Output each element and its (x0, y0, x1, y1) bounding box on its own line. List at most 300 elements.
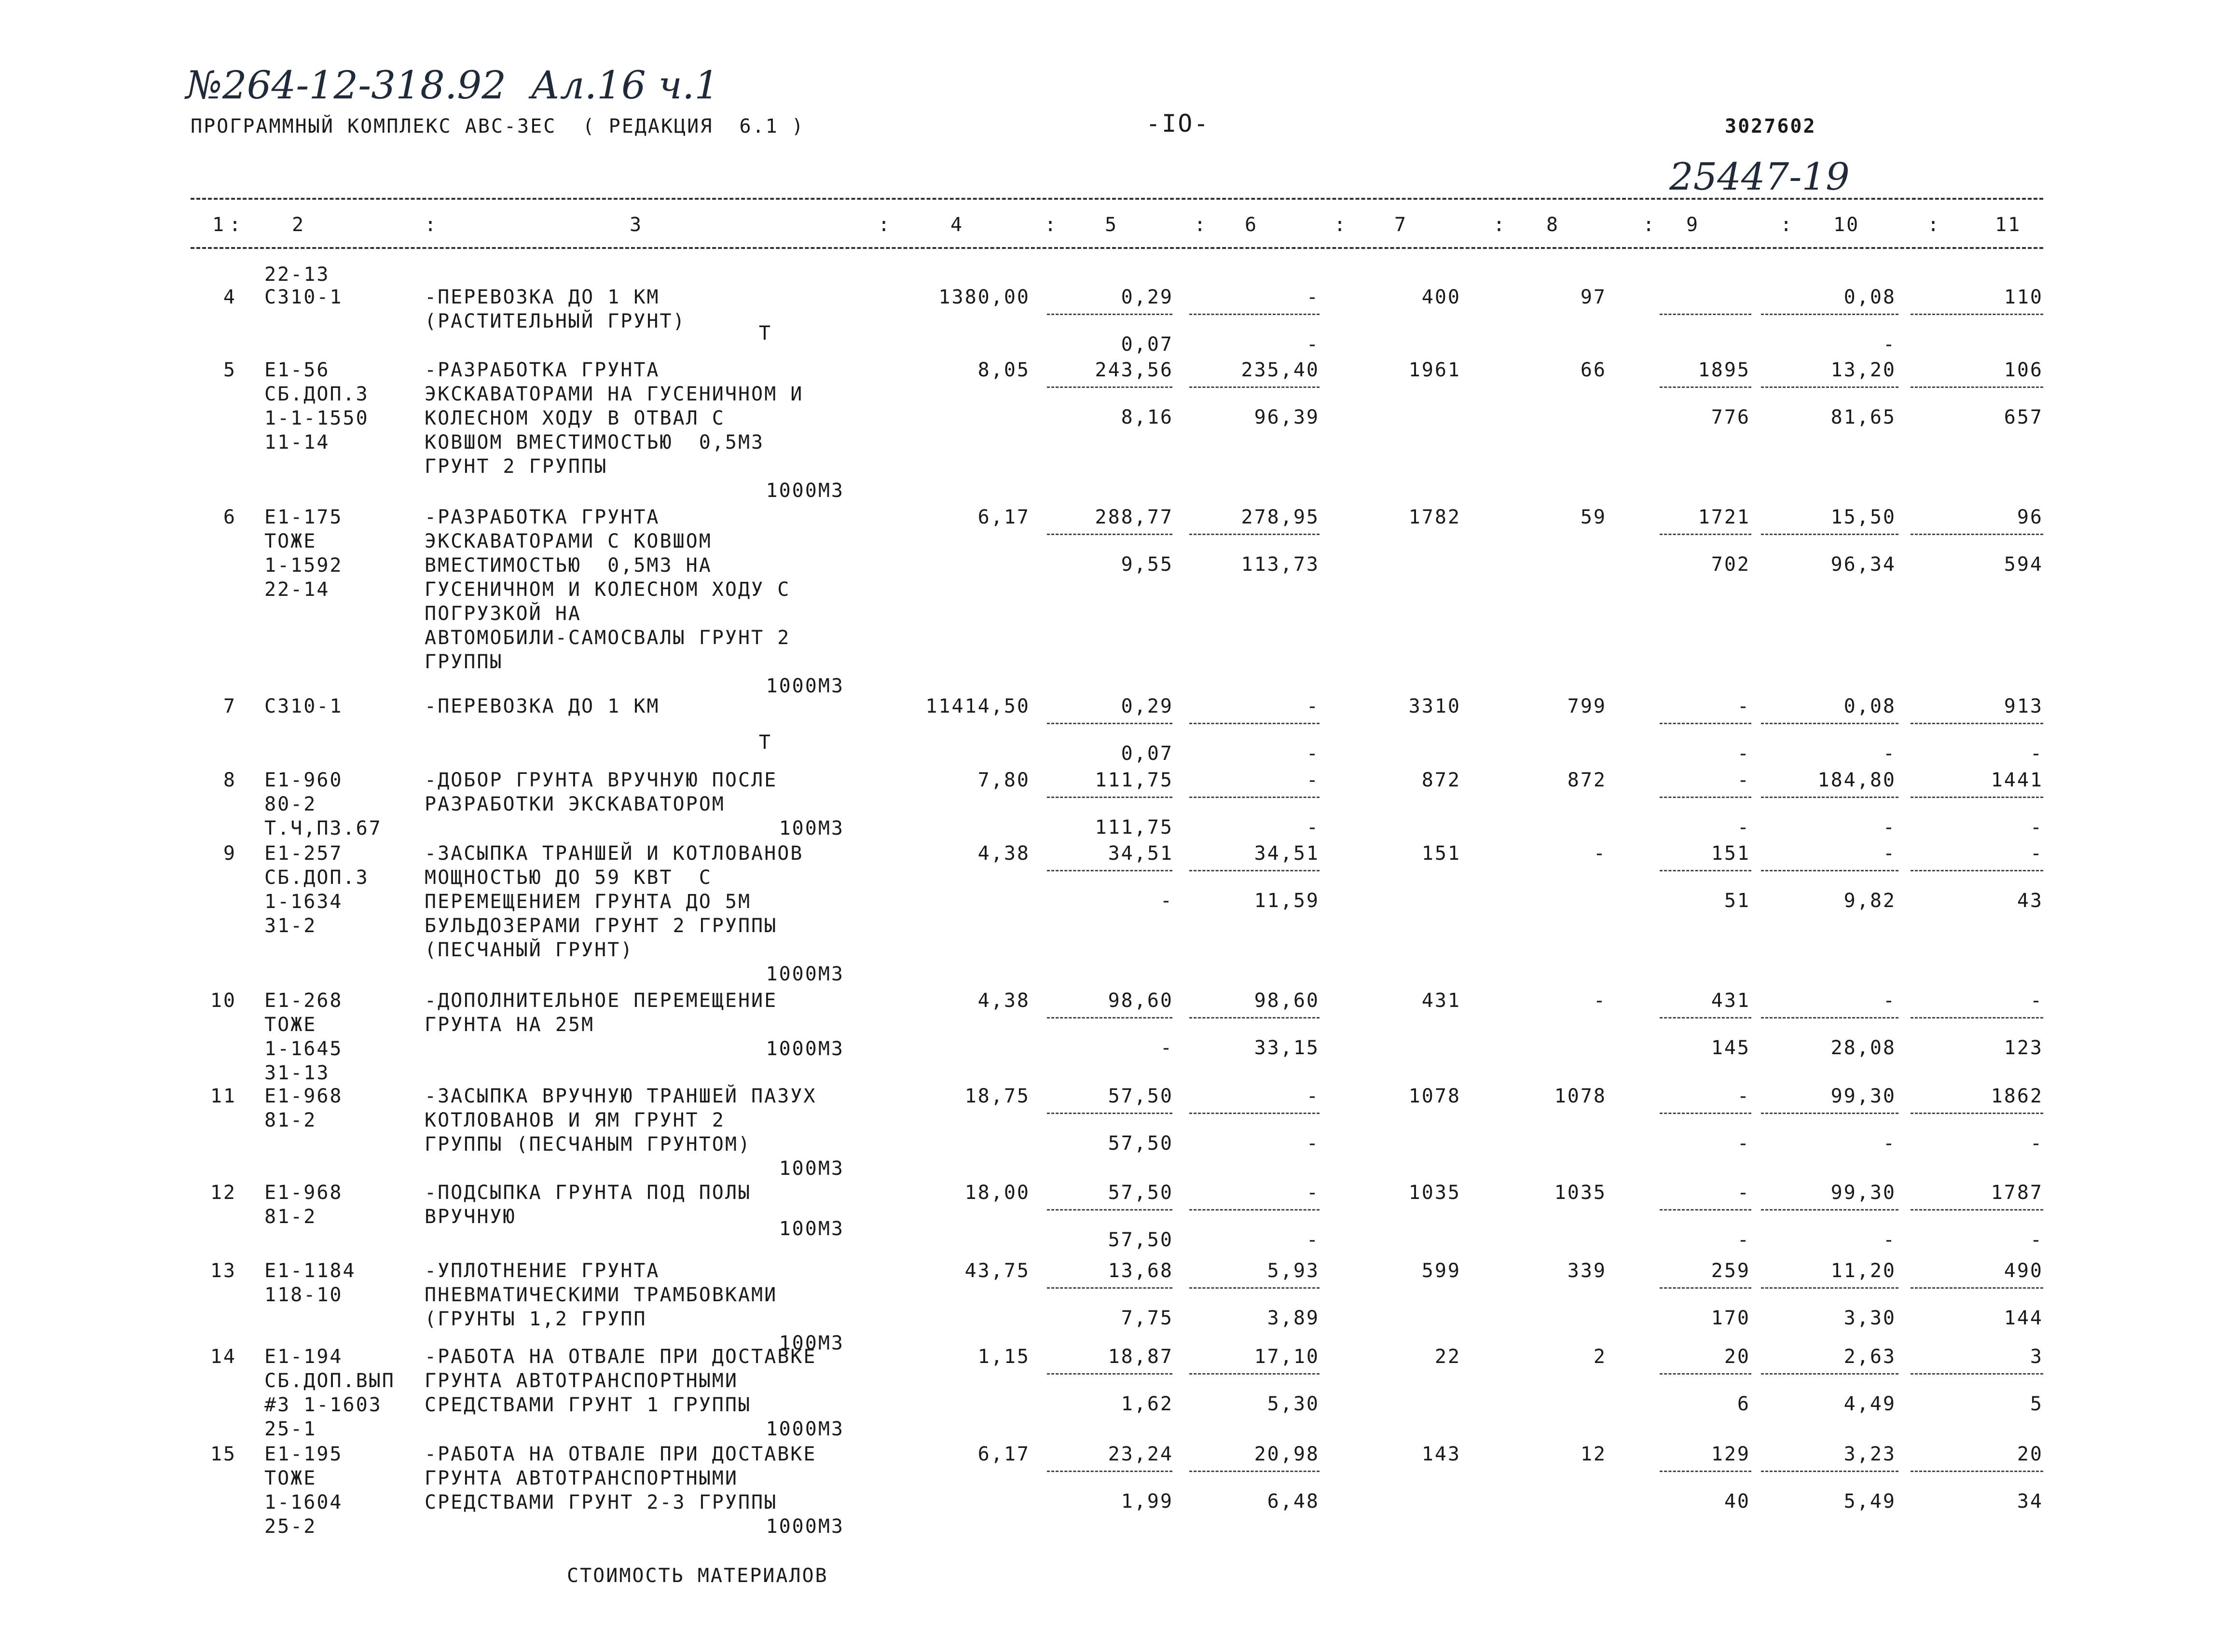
col-6-top: 34,51 (1254, 842, 1320, 865)
col-4: 11414,50 (925, 695, 1030, 717)
col-10-bottom: - (1883, 333, 1896, 356)
col-5-top: 0,29 (1121, 286, 1173, 308)
col-4: 18,00 (964, 1182, 1030, 1204)
col-10-top: - (1883, 842, 1896, 865)
column-separator: : (1780, 214, 1794, 236)
fraction-rule (1911, 1373, 2043, 1375)
norm-code: 22-14 (264, 578, 330, 601)
col-11-bottom: 144 (2004, 1307, 2043, 1329)
norm-code: Е1-195 (264, 1443, 343, 1465)
norm-code: Е1-194 (264, 1346, 343, 1368)
col-8: 66 (1580, 359, 1607, 381)
work-description: -ПЕРЕВОЗКА ДО 1 КМ (425, 286, 660, 308)
column-separator: : (1493, 214, 1507, 236)
carry-code: 22-13 (264, 263, 330, 286)
col-4: 1,15 (977, 1346, 1030, 1368)
fraction-rule (1761, 1373, 1898, 1375)
unit-of-measure: 1000М3 (766, 675, 844, 697)
norm-code: С310-1 (264, 695, 343, 717)
norm-code: 80-2 (264, 793, 317, 815)
col-6-top: - (1306, 1182, 1320, 1204)
fraction-rule (1047, 1471, 1172, 1472)
fraction-rule (1047, 797, 1172, 798)
fraction-rule (1047, 723, 1172, 724)
col-4: 4,38 (977, 990, 1030, 1012)
norm-code: Е1-960 (264, 769, 343, 791)
fraction-rule (1660, 314, 1751, 315)
fraction-rule (1047, 1287, 1172, 1289)
fraction-rule (1911, 314, 2043, 315)
col-9-top: - (1737, 1085, 1750, 1107)
norm-code: 11-14 (264, 431, 330, 454)
work-description: (РАСТИТЕЛЬНЫЙ ГРУНТ) (425, 310, 686, 332)
col-5-bottom: 1,62 (1121, 1393, 1173, 1415)
col-9-top: 431 (1711, 990, 1750, 1012)
col-6-bottom: 3,89 (1267, 1307, 1320, 1329)
col-4: 43,75 (964, 1260, 1030, 1282)
col-8: 339 (1567, 1260, 1607, 1282)
column-header-6: 6 (1245, 214, 1258, 236)
fraction-rule (1047, 1373, 1172, 1375)
norm-code: ТОЖЕ (264, 1467, 317, 1489)
norm-code: 118-10 (264, 1284, 343, 1306)
norm-code: 81-2 (264, 1109, 317, 1131)
norm-code: СБ.ДОП.3 (264, 383, 369, 405)
norm-code: #3 1-1603 (264, 1394, 382, 1416)
col-11-top: 1441 (1991, 769, 2043, 791)
col-5-bottom: 7,75 (1121, 1307, 1173, 1329)
fraction-rule (1761, 1113, 1898, 1114)
col-11-top: - (2030, 842, 2043, 865)
col-6-top: 278,95 (1241, 506, 1320, 528)
col-10-top: 13,20 (1830, 359, 1896, 381)
work-description: -РАБОТА НА ОТВАЛЕ ПРИ ДОСТАВКЕ (425, 1346, 817, 1368)
col-5-top: 111,75 (1095, 769, 1173, 791)
work-description: ГРУНТА АВТОТРАНСПОРТНЫМИ (425, 1370, 738, 1392)
fraction-rule (1047, 1017, 1172, 1019)
col-4: 6,17 (977, 1443, 1030, 1465)
col-11-top: 913 (2004, 695, 2043, 717)
col-7: 1035 (1408, 1182, 1461, 1204)
col-10-bottom: 4,49 (1843, 1393, 1896, 1415)
col-5-bottom: - (1160, 890, 1173, 912)
unit-of-measure: 1000М3 (766, 963, 844, 985)
row-number: 5 (223, 359, 236, 381)
work-description: КОЛЕСНОМ ХОДУ В ОТВАЛ С (425, 407, 725, 429)
col-5-top: 18,87 (1108, 1346, 1173, 1368)
col-10-bottom: 28,08 (1830, 1037, 1896, 1059)
col-5-top: 13,68 (1108, 1260, 1173, 1282)
unit-of-measure: 1000М3 (766, 1418, 844, 1440)
col-10-bottom: 5,49 (1843, 1490, 1896, 1513)
col-9-top: - (1737, 769, 1750, 791)
fraction-rule (1189, 723, 1320, 724)
fraction-rule (1761, 1209, 1898, 1211)
col-8: 1035 (1554, 1182, 1607, 1204)
fraction-rule (1911, 1017, 2043, 1019)
work-description: -ПОДСЫПКА ГРУНТА ПОД ПОЛЫ (425, 1182, 752, 1204)
work-description: СРЕДСТВАМИ ГРУНТ 1 ГРУППЫ (425, 1394, 752, 1416)
col-11-top: 96 (2017, 506, 2043, 528)
work-description: ГУСЕНИЧНОМ И КОЛЕСНОМ ХОДУ С (425, 578, 791, 601)
col-10-bottom: - (1883, 1132, 1896, 1155)
row-number: 14 (210, 1346, 236, 1368)
col-9-top: 1895 (1698, 359, 1750, 381)
col-6-bottom: - (1306, 1229, 1320, 1251)
col-4: 8,05 (977, 359, 1030, 381)
col-11-bottom: 657 (2004, 406, 2043, 428)
fraction-rule (1761, 1471, 1898, 1472)
col-8: - (1593, 990, 1607, 1012)
col-7: 872 (1421, 769, 1461, 791)
fraction-rule (1189, 1471, 1320, 1472)
fraction-rule (1189, 314, 1320, 315)
fraction-rule (1761, 314, 1898, 315)
col-10-bottom: - (1883, 816, 1896, 839)
work-description: КОВШОМ ВМЕСТИМОСТЬЮ 0,5М3 (425, 431, 765, 454)
col-11-top: 20 (2017, 1443, 2043, 1465)
col-11-bottom: - (2030, 1132, 2043, 1155)
work-description: -ДОБОР ГРУНТА ВРУЧНУЮ ПОСЛЕ (425, 769, 778, 791)
col-10-top: 0,08 (1843, 286, 1896, 308)
col-8: 1078 (1554, 1085, 1607, 1107)
col-5-top: 243,56 (1095, 359, 1173, 381)
col-10-top: 11,20 (1830, 1260, 1896, 1282)
work-description: ВРУЧНУЮ (425, 1206, 516, 1228)
column-header-2: 2 (292, 214, 305, 236)
col-5-top: 23,24 (1108, 1443, 1173, 1465)
norm-code: СБ.ДОП.3 (264, 867, 369, 889)
fraction-rule (1189, 1017, 1320, 1019)
column-header-5: 5 (1105, 214, 1118, 236)
col-4: 6,17 (977, 506, 1030, 528)
fraction-rule (1911, 1471, 2043, 1472)
col-10-bottom: - (1883, 743, 1896, 765)
fraction-rule (1189, 1113, 1320, 1114)
col-6-bottom: 96,39 (1254, 406, 1320, 428)
fraction-rule (1761, 534, 1898, 535)
work-description: БУЛЬДОЗЕРАМИ ГРУНТ 2 ГРУППЫ (425, 915, 778, 937)
col-8: 799 (1567, 695, 1607, 717)
norm-code: 31-13 (264, 1062, 330, 1084)
row-number: 13 (210, 1260, 236, 1282)
column-header-4: 4 (950, 214, 964, 236)
fraction-rule (1047, 534, 1172, 535)
col-9-bottom: 40 (1724, 1490, 1750, 1513)
col-8: 12 (1580, 1443, 1607, 1465)
col-11-bottom: 5 (2030, 1393, 2043, 1415)
unit-of-measure: 100М3 (779, 1218, 844, 1240)
col-10-top: 2,63 (1843, 1346, 1896, 1368)
col-5-bottom: 0,07 (1121, 333, 1173, 356)
fraction-rule (1660, 1287, 1751, 1289)
col-10-top: 99,30 (1830, 1182, 1896, 1204)
work-description: -РАЗРАБОТКА ГРУНТА (425, 506, 660, 528)
column-separator: : (878, 214, 892, 236)
col-6-bottom: 113,73 (1241, 553, 1320, 576)
col-5-bottom: 111,75 (1095, 816, 1173, 839)
fraction-rule (1660, 723, 1751, 724)
col-6-bottom: 5,30 (1267, 1393, 1320, 1415)
column-header-9: 9 (1686, 214, 1700, 236)
col-11-bottom: 594 (2004, 553, 2043, 576)
col-9-top: 151 (1711, 842, 1750, 865)
fraction-rule (1189, 1209, 1320, 1211)
col-10-bottom: 96,34 (1830, 553, 1896, 576)
work-description: -ЗАСЫПКА ТРАНШЕЙ И КОТЛОВАНОВ (425, 842, 804, 865)
col-8: 2 (1593, 1346, 1607, 1368)
col-9-bottom: - (1737, 743, 1750, 765)
col-5-top: 57,50 (1108, 1182, 1173, 1204)
col-7: 1078 (1408, 1085, 1461, 1107)
fraction-rule (1911, 1113, 2043, 1114)
norm-code: 25-2 (264, 1515, 317, 1538)
fraction-rule (1660, 797, 1751, 798)
unit-of-measure: 1000М3 (766, 1515, 844, 1538)
norm-code: Е1-56 (264, 359, 330, 381)
fraction-rule (1911, 386, 2043, 388)
work-description: ГРУНТА АВТОТРАНСПОРТНЫМИ (425, 1467, 738, 1489)
col-7: 431 (1421, 990, 1461, 1012)
col-4: 4,38 (977, 842, 1030, 865)
col-9-top: 129 (1711, 1443, 1750, 1465)
work-description: ГРУНТА НА 25М (425, 1014, 595, 1036)
fraction-rule (1660, 1209, 1751, 1211)
row-number: 7 (223, 695, 236, 717)
column-header-1: 1 (212, 214, 226, 236)
work-description: ПОГРУЗКОЙ НА (425, 603, 581, 625)
work-description: -УПЛОТНЕНИЕ ГРУНТА (425, 1260, 660, 1282)
unit-of-measure: Т (758, 322, 772, 344)
column-separator: : (229, 214, 243, 236)
fraction-rule (1047, 386, 1172, 388)
column-separator: : (1045, 214, 1058, 236)
col-5-bottom: - (1160, 1037, 1173, 1059)
row-number: 12 (210, 1182, 236, 1204)
fraction-rule (1761, 723, 1898, 724)
col-5-top: 98,60 (1108, 990, 1173, 1012)
col-10-top: 15,50 (1830, 506, 1896, 528)
col-9-top: 20 (1724, 1346, 1750, 1368)
row-number: 10 (210, 990, 236, 1012)
fraction-rule (1911, 534, 2043, 535)
col-6-bottom: - (1306, 743, 1320, 765)
fraction-rule (1761, 1017, 1898, 1019)
column-header-7: 7 (1394, 214, 1408, 236)
work-description: ГРУППЫ (425, 651, 503, 673)
norm-code: Т.Ч,П3.67 (264, 817, 382, 840)
col-6-top: - (1306, 695, 1320, 717)
row-number: 15 (210, 1443, 236, 1465)
col-11-bottom: - (2030, 743, 2043, 765)
column-separator: : (425, 214, 438, 236)
col-6-bottom: 11,59 (1254, 890, 1320, 912)
unit-of-measure: 100М3 (779, 1332, 844, 1354)
norm-code: 1-1645 (264, 1038, 343, 1060)
col-9-top: 259 (1711, 1260, 1750, 1282)
col-9-bottom: 6 (1737, 1393, 1750, 1415)
col-6-top: - (1306, 1085, 1320, 1107)
col-4: 1380,00 (938, 286, 1030, 308)
norm-code: ТОЖЕ (264, 1014, 317, 1036)
norm-code: Е1-175 (264, 506, 343, 528)
col-11-bottom: 34 (2017, 1490, 2043, 1513)
row-number: 6 (223, 506, 236, 528)
fraction-rule (1660, 1017, 1751, 1019)
col-7: 22 (1434, 1346, 1461, 1368)
fraction-rule (1911, 1209, 2043, 1211)
col-5-top: 57,50 (1108, 1085, 1173, 1107)
fraction-rule (1047, 1113, 1172, 1114)
norm-code: ТОЖЕ (264, 530, 317, 552)
row-number: 9 (223, 842, 236, 865)
norm-code: СБ.ДОП.ВЫП (264, 1370, 395, 1392)
col-10-bottom: 9,82 (1843, 890, 1896, 912)
norm-code: 31-2 (264, 915, 317, 937)
work-description: ГРУППЫ (ПЕСЧАНЫМ ГРУНТОМ) (425, 1133, 752, 1156)
col-7: 143 (1421, 1443, 1461, 1465)
col-9-top: - (1737, 695, 1750, 717)
col-6-top: 17,10 (1254, 1346, 1320, 1368)
col-5-bottom: 9,55 (1121, 553, 1173, 576)
col-10-top: 3,23 (1843, 1443, 1896, 1465)
unit-of-measure: Т (758, 731, 772, 754)
fraction-rule (1660, 1373, 1751, 1375)
col-9-bottom: - (1737, 1132, 1750, 1155)
fraction-rule (1911, 797, 2043, 798)
work-description: (ПЕСЧАНЫЙ ГРУНТ) (425, 939, 634, 961)
col-11-bottom: - (2030, 1229, 2043, 1251)
unit-of-measure: 100М3 (779, 817, 844, 840)
fraction-rule (1660, 1471, 1751, 1472)
col-6-bottom: - (1306, 333, 1320, 356)
col-5-top: 34,51 (1108, 842, 1173, 865)
work-description: (ГРУНТЫ 1,2 ГРУПП (425, 1308, 647, 1330)
col-5-top: 0,29 (1121, 695, 1173, 717)
column-header-10: 10 (1833, 214, 1860, 236)
col-7: 1782 (1408, 506, 1461, 528)
row-number: 11 (210, 1085, 236, 1107)
col-10-top: - (1883, 990, 1896, 1012)
program-header: ПРОГРАММНЫЙ КОМПЛЕКС АВС-ЗЕС ( РЕДАКЦИЯ 6.1 ) (191, 115, 805, 138)
unit-of-measure: 100М3 (779, 1157, 844, 1180)
col-9-bottom: 145 (1711, 1037, 1750, 1059)
col-11-top: 106 (2004, 359, 2043, 381)
col-7: 1961 (1408, 359, 1461, 381)
col-8: 97 (1580, 286, 1607, 308)
col-5-bottom: 8,16 (1121, 406, 1173, 428)
norm-code: Е1-268 (264, 990, 343, 1012)
col-6-top: - (1306, 769, 1320, 791)
work-description: КОТЛОВАНОВ И ЯМ ГРУНТ 2 (425, 1109, 725, 1131)
footer-label: СТОИМОСТЬ МАТЕРИАЛОВ (567, 1565, 828, 1587)
column-separator: : (1927, 214, 1941, 236)
norm-code: Е1-968 (264, 1085, 343, 1107)
col-9-bottom: 702 (1711, 553, 1750, 576)
col-8: - (1593, 842, 1607, 865)
col-10-top: 99,30 (1830, 1085, 1896, 1107)
work-description: -РАЗРАБОТКА ГРУНТА (425, 359, 660, 381)
col-11-bottom: 123 (2004, 1037, 2043, 1059)
fraction-rule (1761, 870, 1898, 871)
col-9-top: - (1737, 1182, 1750, 1204)
page-number: -IO- (1146, 110, 1210, 138)
col-6-top: - (1306, 286, 1320, 308)
col-9-bottom: 776 (1711, 406, 1750, 428)
col-9-bottom: - (1737, 1229, 1750, 1251)
fraction-rule (1911, 1287, 2043, 1289)
col-4: 7,80 (977, 769, 1030, 791)
fraction-rule (1660, 386, 1751, 388)
col-9-bottom: 170 (1711, 1307, 1750, 1329)
col-11-bottom: - (2030, 816, 2043, 839)
fraction-rule (1660, 534, 1751, 535)
col-4: 18,75 (964, 1085, 1030, 1107)
fraction-rule (1189, 797, 1320, 798)
norm-code: 25-1 (264, 1418, 317, 1440)
fraction-rule (1761, 797, 1898, 798)
col-11-bottom: 43 (2017, 890, 2043, 912)
norm-code: Е1-257 (264, 842, 343, 865)
col-7: 3310 (1408, 695, 1461, 717)
col-6-bottom: 6,48 (1267, 1490, 1320, 1513)
col-11-top: 1862 (1991, 1085, 2043, 1107)
col-10-bottom: 3,30 (1843, 1307, 1896, 1329)
col-5-top: 288,77 (1095, 506, 1173, 528)
work-description: ПЕРЕМЕЩЕНИЕМ ГРУНТА ДО 5М (425, 891, 752, 913)
work-description: -ПЕРЕВОЗКА ДО 1 КМ (425, 695, 660, 717)
col-6-top: 98,60 (1254, 990, 1320, 1012)
col-9-bottom: - (1737, 816, 1750, 839)
col-6-bottom: - (1306, 816, 1320, 839)
row-number: 4 (223, 286, 236, 308)
fraction-rule (1761, 386, 1898, 388)
col-10-bottom: - (1883, 1229, 1896, 1251)
col-5-bottom: 57,50 (1108, 1132, 1173, 1155)
norm-code: 1-1592 (264, 554, 343, 577)
column-separator: : (1334, 214, 1348, 236)
col-11-top: 110 (2004, 286, 2043, 308)
col-7: 151 (1421, 842, 1461, 865)
col-11-top: - (2030, 990, 2043, 1012)
document-code: 3027602 (1725, 115, 1816, 138)
norm-code: 1-1-1550 (264, 407, 369, 429)
col-8: 872 (1567, 769, 1607, 791)
fraction-rule (1660, 1113, 1751, 1114)
col-11-top: 3 (2030, 1346, 2043, 1368)
norm-code: С310-1 (264, 286, 343, 308)
norm-code: 81-2 (264, 1206, 317, 1228)
handwritten-doc-reference: №264-12-318.92 Ал.16 ч.1 (186, 63, 719, 108)
column-header-8: 8 (1546, 214, 1560, 236)
col-5-bottom: 1,99 (1121, 1490, 1173, 1513)
col-7: 400 (1421, 286, 1461, 308)
fraction-rule (1047, 1209, 1172, 1211)
work-description: ГРУНТ 2 ГРУППЫ (425, 455, 608, 478)
fraction-rule (1047, 314, 1172, 315)
norm-code: 1-1604 (264, 1491, 343, 1514)
work-description: -ЗАСЫПКА ВРУЧНУЮ ТРАНШЕЙ ПАЗУХ (425, 1085, 817, 1107)
unit-of-measure: 1000М3 (766, 480, 844, 502)
work-description: СРЕДСТВАМИ ГРУНТ 2-3 ГРУППЫ (425, 1491, 778, 1514)
norm-code: 1-1634 (264, 891, 343, 913)
col-5-bottom: 57,50 (1108, 1229, 1173, 1251)
column-separator: : (1643, 214, 1656, 236)
work-description: -РАБОТА НА ОТВАЛЕ ПРИ ДОСТАВКЕ (425, 1443, 817, 1465)
col-6-top: 5,93 (1267, 1260, 1320, 1282)
col-10-top: 184,80 (1817, 769, 1896, 791)
header-bottom-rule (191, 247, 2043, 249)
